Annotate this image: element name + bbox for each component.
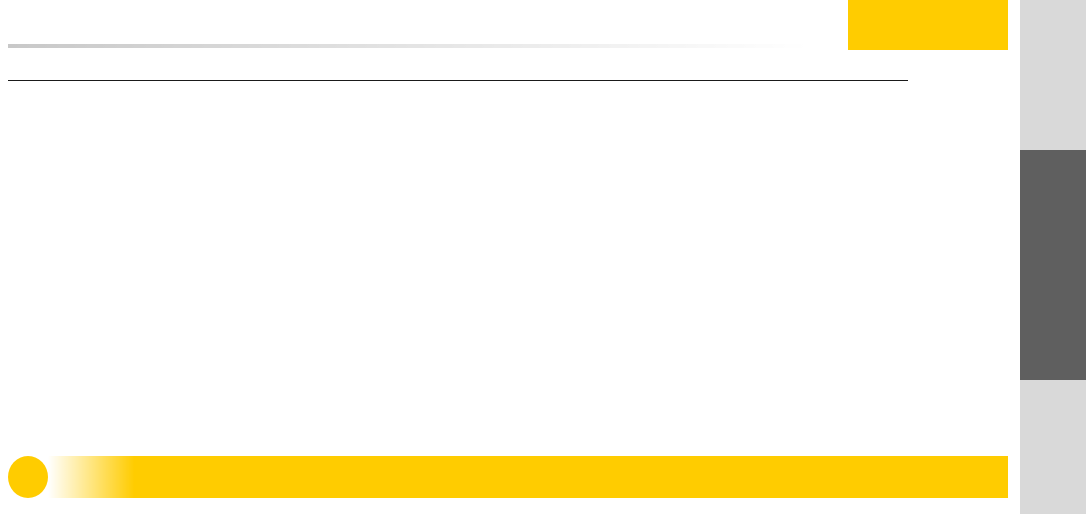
title-divider xyxy=(8,44,808,48)
gutter-bar-top xyxy=(1020,0,1086,150)
footer-banner xyxy=(8,456,1008,498)
company-logo xyxy=(848,0,1008,50)
footer-banner-text xyxy=(68,456,998,498)
gutter-bar-bottom xyxy=(1020,380,1086,514)
implications-table xyxy=(8,56,908,82)
table-header-row xyxy=(8,56,908,82)
gutter-bar-middle xyxy=(1020,150,1086,380)
right-gutter xyxy=(1020,0,1086,514)
table-header-underline xyxy=(8,80,908,81)
chevron-right-icon xyxy=(8,456,48,498)
